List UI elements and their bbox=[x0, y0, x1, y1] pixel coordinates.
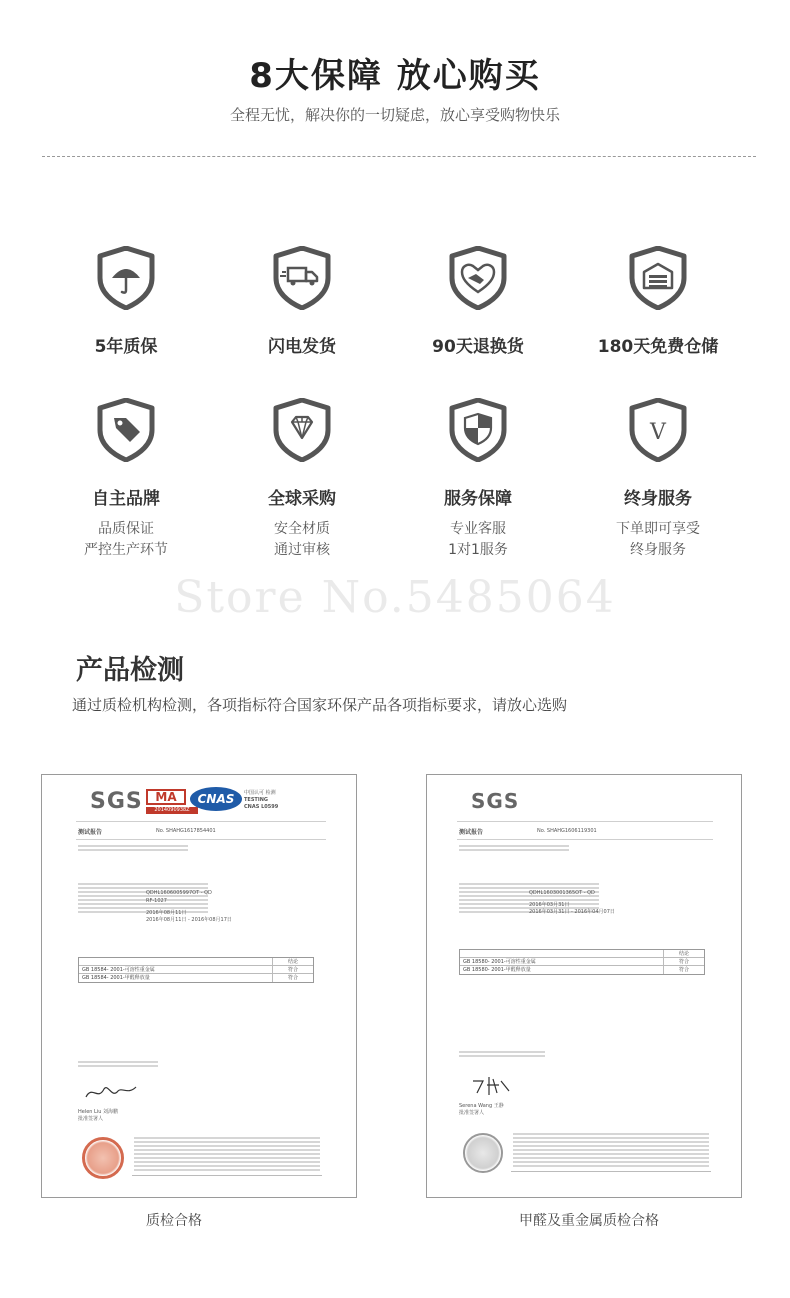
signature bbox=[82, 1079, 142, 1103]
guarantee-desc-line: 安全材质 bbox=[274, 521, 330, 537]
page-subtitle: 全程无忧，解决你的一切疑虑，放心享受购物快乐 bbox=[229, 106, 560, 124]
report-heading: 测试报告 bbox=[459, 829, 484, 836]
guarantee-title: 自主品牌 bbox=[92, 489, 160, 509]
disclaimer-lines bbox=[134, 1137, 320, 1173]
result-item: GB 18584- 2001-可溶性重金属 bbox=[79, 966, 273, 973]
guarantee-desc bbox=[36, 519, 216, 561]
sgs-logo: SGS bbox=[471, 789, 520, 813]
results-table bbox=[78, 957, 314, 983]
job-number: QDHL1603001365OT - QD bbox=[529, 890, 595, 896]
guarantee-title: 5年质保 bbox=[94, 337, 158, 357]
guarantee-shipping bbox=[212, 246, 392, 357]
signer-name: Serena Wang 王静 bbox=[459, 1103, 504, 1109]
receive-date: 2016年03月31日 bbox=[529, 902, 570, 908]
signature bbox=[467, 1073, 517, 1097]
guarantee-title: 全球采购 bbox=[268, 489, 336, 509]
cma-mark: MA bbox=[146, 789, 186, 805]
receive-date: 2016年08月11日 bbox=[146, 910, 187, 916]
result-item: GB 18584- 2001-甲醛释放量 bbox=[79, 974, 273, 982]
guarantee-desc bbox=[388, 519, 568, 561]
delivery-truck-icon bbox=[272, 246, 332, 310]
inspection-desc: 通过质检机构检测，各项指标符合国家环保产品各项指标要求，请放心选购 bbox=[72, 696, 568, 714]
result-value: 符合 bbox=[287, 975, 298, 981]
sgs-logo: SGS bbox=[90, 789, 143, 814]
certificate-caption: 甲醛及重金属质检合格 bbox=[519, 1213, 659, 1229]
guarantee-desc-line: 严控生产环节 bbox=[84, 542, 168, 558]
cnas-number: CNAS L0599 bbox=[244, 804, 279, 810]
store-watermark: Store No.5485064 bbox=[174, 572, 616, 623]
guarantee-desc-line: 1对1服务 bbox=[448, 542, 508, 558]
umbrella-icon bbox=[96, 246, 156, 310]
guarantee-desc-line: 通过审核 bbox=[274, 542, 330, 558]
guarantee-warranty bbox=[36, 246, 216, 357]
rule bbox=[132, 1175, 322, 1176]
result-header: 结论 bbox=[678, 951, 689, 957]
cma-number: 2014090938Z bbox=[146, 807, 198, 814]
guarantee-lifetime bbox=[568, 398, 748, 561]
guarantee-desc-line: 专业客服 bbox=[450, 521, 506, 537]
signer-title: 批准签署人 bbox=[78, 1116, 104, 1122]
diamond-icon bbox=[272, 398, 332, 462]
signer-title: 批准签署人 bbox=[459, 1110, 485, 1116]
test-period: 2016年03月31日 - 2016年04月07日 bbox=[529, 909, 615, 915]
report-number: No. SHAHG1606119301 bbox=[537, 828, 597, 834]
disclaimer-lines bbox=[513, 1133, 709, 1169]
result-value: 符合 bbox=[678, 967, 689, 973]
company-lines bbox=[78, 1061, 158, 1069]
rule bbox=[76, 839, 326, 840]
job-number: QDHL1606005997OT - QD bbox=[146, 890, 212, 896]
result-item: GB 18580- 2001-甲醛释放量 bbox=[460, 966, 664, 974]
guarantee-desc bbox=[568, 519, 748, 561]
dashed-divider bbox=[42, 156, 756, 157]
result-value: 符合 bbox=[678, 959, 689, 965]
label-lines bbox=[78, 883, 208, 915]
address-lines bbox=[78, 845, 188, 853]
report-heading: 测试报告 bbox=[78, 829, 103, 836]
result-item: GB 18580- 2001-可溶性重金属 bbox=[460, 958, 664, 965]
certificate-quality bbox=[41, 774, 357, 1198]
guarantee-service bbox=[388, 398, 568, 561]
page-title: 8大保障 放心购买 bbox=[249, 56, 541, 96]
rule bbox=[76, 821, 326, 822]
guarantee-desc-line: 下单即可享受 bbox=[616, 521, 700, 537]
guarantee-title: 服务保障 bbox=[444, 489, 512, 509]
result-header: 结论 bbox=[287, 959, 298, 965]
guarantee-title: 90天退换货 bbox=[432, 337, 524, 357]
certificate-caption: 质检合格 bbox=[146, 1213, 202, 1229]
result-value: 符合 bbox=[287, 967, 298, 973]
address-lines bbox=[459, 845, 569, 853]
price-tag-icon bbox=[96, 398, 156, 462]
guarantee-storage bbox=[568, 246, 748, 357]
sgs-seal bbox=[463, 1133, 503, 1173]
results-table bbox=[459, 949, 705, 975]
report-number: No. SHAHG1617854401 bbox=[156, 828, 216, 834]
svg-text:V: V bbox=[650, 420, 666, 445]
inspection-title: 产品检测 bbox=[76, 655, 184, 686]
guarantee-brand bbox=[36, 398, 216, 561]
guarantee-title: 闪电发货 bbox=[268, 337, 336, 357]
guarantee-global bbox=[212, 398, 392, 561]
cnas-cn: 中国认可 检测 bbox=[244, 790, 276, 796]
guarantee-desc-line: 品质保证 bbox=[98, 521, 154, 537]
rule bbox=[511, 1171, 711, 1172]
warehouse-icon bbox=[628, 246, 688, 310]
rule bbox=[457, 839, 713, 840]
company-lines bbox=[459, 1051, 545, 1059]
handshake-heart-icon bbox=[448, 246, 508, 310]
guarantee-title: 终身服务 bbox=[624, 489, 692, 509]
guarantee-title: 180天免费仓储 bbox=[597, 337, 719, 357]
v-letter-icon bbox=[628, 398, 688, 462]
certificate-formaldehyde bbox=[426, 774, 742, 1198]
test-period: 2016年08月11日 - 2016年08月17日 bbox=[146, 917, 232, 923]
cnas-logo: CNAS bbox=[190, 787, 242, 811]
guarantee-desc-line: 终身服务 bbox=[630, 542, 686, 558]
sgs-seal bbox=[82, 1137, 124, 1179]
style-number: RF-1027 bbox=[146, 898, 167, 904]
guarantee-return bbox=[388, 246, 568, 357]
rule bbox=[457, 821, 713, 822]
signer-name: Helen Liu 刘海鹏 bbox=[78, 1109, 118, 1115]
guarantee-desc bbox=[212, 519, 392, 561]
cnas-sub: TESTING bbox=[244, 797, 268, 803]
security-shield-icon bbox=[448, 398, 508, 462]
